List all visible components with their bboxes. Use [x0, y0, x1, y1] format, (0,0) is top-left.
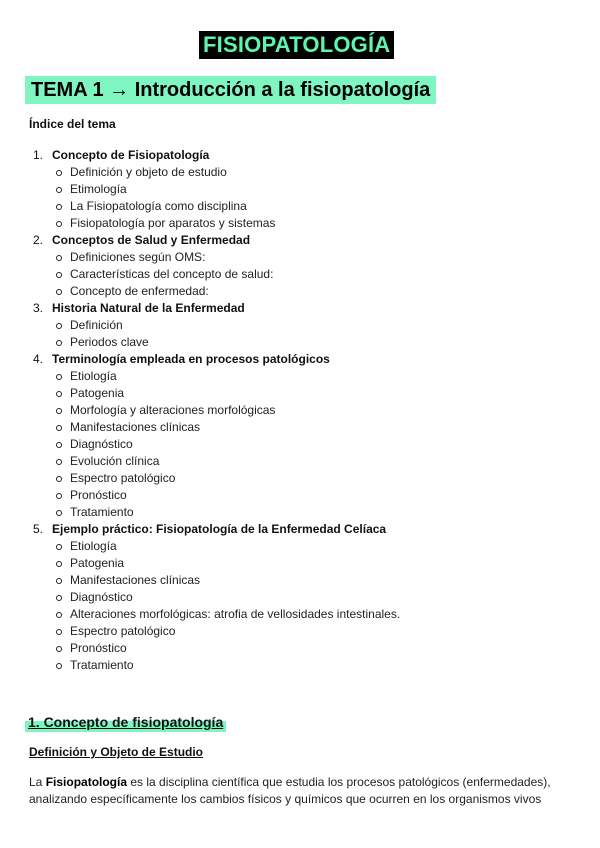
- toc-section-number: 4.: [33, 352, 44, 366]
- toc-section-number: 2.: [33, 233, 44, 247]
- toc-sublist: [29, 317, 569, 351]
- toc-subitem: Definición y objeto de estudio: [29, 164, 569, 181]
- toc-subitem: Definición: [29, 317, 569, 334]
- toc-sublist: [29, 538, 569, 674]
- toc-subitem: Espectro patológico: [29, 470, 569, 487]
- toc-subitem: Características del concepto de salud:: [29, 266, 569, 283]
- toc-subitem: Etimología: [29, 181, 569, 198]
- section-paragraph: [29, 774, 574, 808]
- toc-section-number: 1.: [33, 148, 44, 162]
- toc-section: [29, 521, 569, 674]
- toc-section-number: 3.: [33, 301, 44, 315]
- toc-subitem: Manifestaciones clínicas: [29, 419, 569, 436]
- toc-section-heading: [29, 521, 569, 538]
- toc-subitem: La Fisiopatología como disciplina: [29, 198, 569, 215]
- toc-subitem: Patogenia: [29, 385, 569, 402]
- toc-sublist: [29, 249, 569, 300]
- toc-section-title: Terminología empleada en procesos patológicos: [52, 352, 330, 366]
- tema-title: TEMA 1 → Introducción a la fisiopatología: [25, 76, 436, 104]
- toc-section-title: Ejemplo práctico: Fisiopatología de la Enfermedad Celíaca: [52, 522, 387, 536]
- toc-section-title: Conceptos de Salud y Enfermedad: [52, 233, 251, 247]
- toc-subitem: Etiología: [29, 368, 569, 385]
- toc-section: [29, 147, 569, 232]
- toc-subitem: Pronóstico: [29, 487, 569, 504]
- toc-subitem: Evolución clínica: [29, 453, 569, 470]
- toc-subitem: Pronóstico: [29, 640, 569, 657]
- toc-subitem: Tratamiento: [29, 657, 569, 674]
- toc-section: [29, 232, 569, 300]
- table-of-contents: [29, 147, 569, 674]
- toc-subitem: Patogenia: [29, 555, 569, 572]
- toc-section-heading: [29, 147, 569, 164]
- toc-section: [29, 300, 569, 351]
- toc-section-heading: [29, 232, 569, 249]
- toc-subitem: Concepto de enfermedad:: [29, 283, 569, 300]
- para-rest: es la disciplina científica que estudia los procesos patológicos (enfermedades), analizando específicamente los cambios físicos y químicos que ocurren en los organismos vivos: [29, 775, 551, 806]
- toc-subitem: Fisiopatología por aparatos y sistemas: [29, 215, 569, 232]
- toc-subitem: Diagnóstico: [29, 589, 569, 606]
- section-subheading: Definición y Objeto de Estudio: [29, 745, 204, 759]
- toc-subitem: Etiología: [29, 538, 569, 555]
- toc-section-heading: [29, 300, 569, 317]
- toc-subitem: Alteraciones morfológicas: atrofia de vellosidades intestinales.: [29, 606, 569, 623]
- toc-section-title: Historia Natural de la Enfermedad: [52, 301, 245, 315]
- toc-sublist: [29, 368, 569, 521]
- toc-subitem: Diagnóstico: [29, 436, 569, 453]
- toc-subitem: Espectro patológico: [29, 623, 569, 640]
- toc-subitem: Manifestaciones clínicas: [29, 572, 569, 589]
- section-heading: 1. Concepto de fisiopatología: [25, 712, 226, 732]
- toc-subitem: Tratamiento: [29, 504, 569, 521]
- toc-section-number: 5.: [33, 522, 44, 536]
- para-bold-term: Fisiopatología: [45, 775, 128, 789]
- index-label: Índice del tema: [29, 117, 116, 131]
- toc-section-heading: [29, 351, 569, 368]
- toc-subitem: Periodos clave: [29, 334, 569, 351]
- toc-section: [29, 351, 569, 521]
- toc-sublist: [29, 164, 569, 232]
- toc-subitem: Morfología y alteraciones morfológicas: [29, 402, 569, 419]
- para-prefix: La: [29, 775, 46, 789]
- document-title: FISIOPATOLOGÍA: [199, 31, 394, 59]
- toc-subitem: Definiciones según OMS:: [29, 249, 569, 266]
- toc-section-title: Concepto de Fisiopatología: [52, 148, 210, 162]
